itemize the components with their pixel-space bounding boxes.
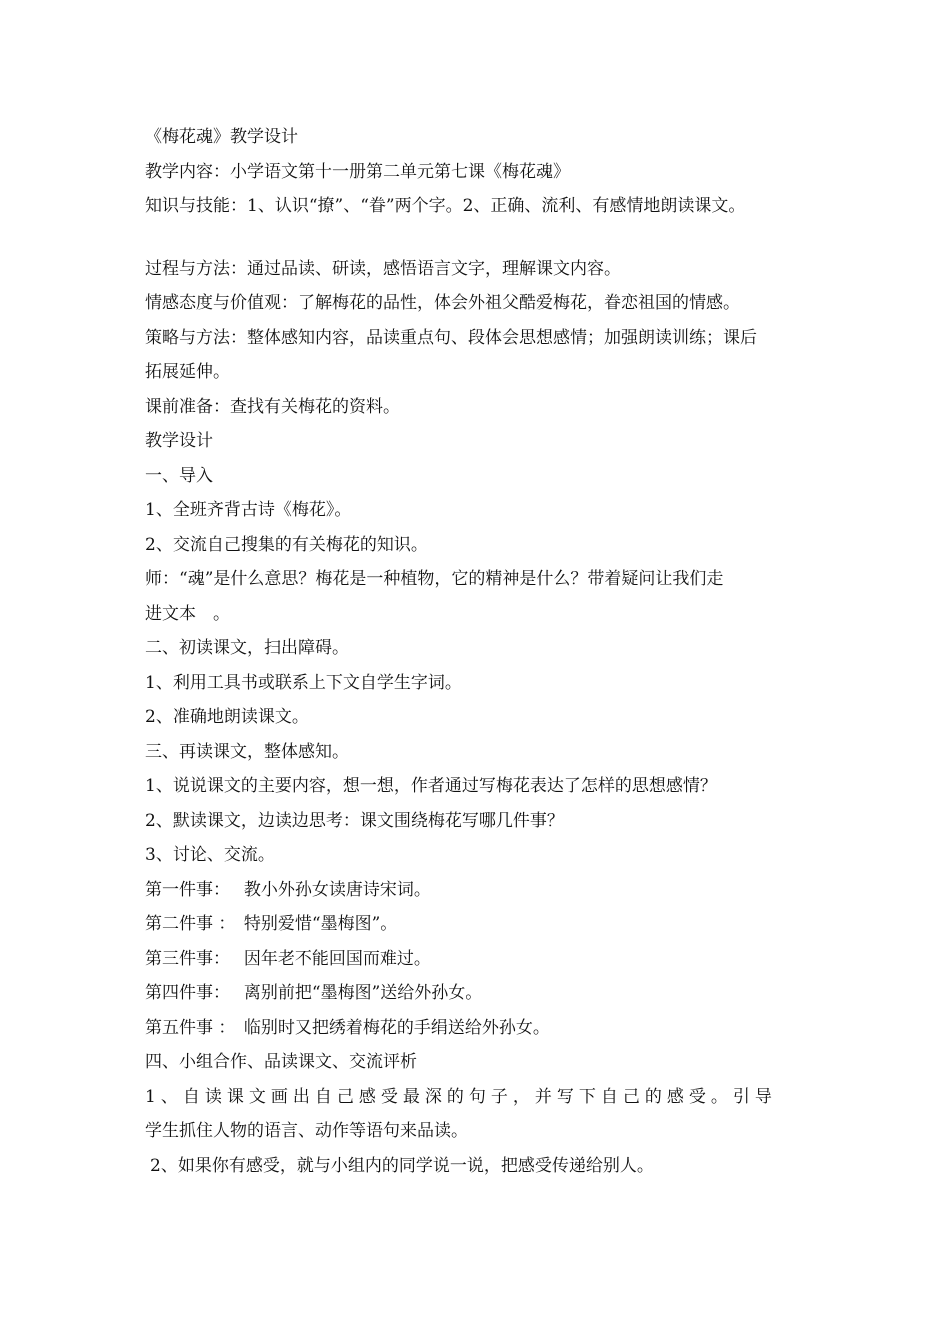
section-1-item-1: 1、全班齐背古诗《梅花》。	[145, 500, 352, 520]
section-4-heading: 四、小组合作、品读课文、交流评析	[145, 1052, 417, 1072]
design-heading: 教学设计	[145, 431, 213, 451]
section-3-item-1: 1、说说课文的主要内容，想一想，作者通过写梅花表达了怎样的思想感情？	[145, 776, 717, 796]
event-5: 第五件事 ： 临别时又把绣着梅花的手绢送给外孙女。	[145, 1017, 550, 1038]
teaching-content: 教学内容：小学语文第十一册第二单元第七课《梅花魂》	[145, 161, 570, 182]
section-2-item-1: 1、利用工具书或联系上下文自学生字词。	[145, 672, 462, 693]
event-4: 第四件事： 离别前把“墨梅图”送给外孙女。	[145, 983, 483, 1003]
preparation: 课前准备：查找有关梅花的资料。	[145, 396, 400, 417]
section-2-item-2: 2、准确地朗读课文。	[145, 707, 309, 727]
emotion-values: 情感态度与价值观：了解梅花的品性，体会外祖父酷爱梅花，眷恋祖国的情感。	[145, 293, 740, 313]
strategy-line-2: 拓展延伸。	[145, 362, 230, 382]
process-methods: 过程与方法：通过品读、研读，感悟语言文字，理解课文内容。	[145, 258, 621, 279]
section-3-heading: 三、再读课文，整体感知。	[145, 741, 349, 762]
document-title: 《梅花魂》教学设计	[145, 127, 298, 147]
section-4-item-1-line-1: 1、自读课文画出自己感受最深的句子，并写下自己的感受。引导	[145, 1086, 777, 1107]
document-body	[145, 120, 825, 1183]
teacher-line-1: 师：“魂”是什么意思？梅花是一种植物，它的精神是什么？带着疑问让我们走	[145, 569, 724, 589]
section-3-item-3: 3、讨论、交流。	[145, 845, 275, 865]
teacher-line-2: 进文本 。	[145, 603, 230, 624]
section-4-item-2: 2、如果你有感受，就与小组内的同学说一说，把感受传递给别人。	[150, 1155, 654, 1176]
strategy-line-1: 策略与方法：整体感知内容，品读重点句、段体会思想感情；加强朗读训练；课后	[145, 327, 757, 348]
section-1-item-2: 2、交流自己搜集的有关梅花的知识。	[145, 534, 428, 555]
blank-gap	[145, 224, 825, 252]
event-2: 第二件事 ： 特别爱惜“墨梅图”。	[145, 914, 398, 934]
section-3-item-2: 2、默读课文，边读边思考：课文围绕梅花写哪几件事？	[145, 810, 564, 831]
event-1: 第一件事： 教小外孙女读唐诗宋词。	[145, 879, 431, 900]
section-2-heading: 二、初读课文，扫出障碍。	[145, 638, 349, 658]
event-3: 第三件事： 因年老不能回国而难过。	[145, 948, 431, 969]
knowledge-skills: 知识与技能：1、认识“撩”、“眷”两个字。2、正确、流利、有感情地朗读课文。	[145, 196, 746, 216]
section-4-item-1-line-2: 学生抓住人物的语言、动作等语句来品读。	[145, 1121, 468, 1141]
section-1-heading: 一、导入	[145, 465, 213, 486]
